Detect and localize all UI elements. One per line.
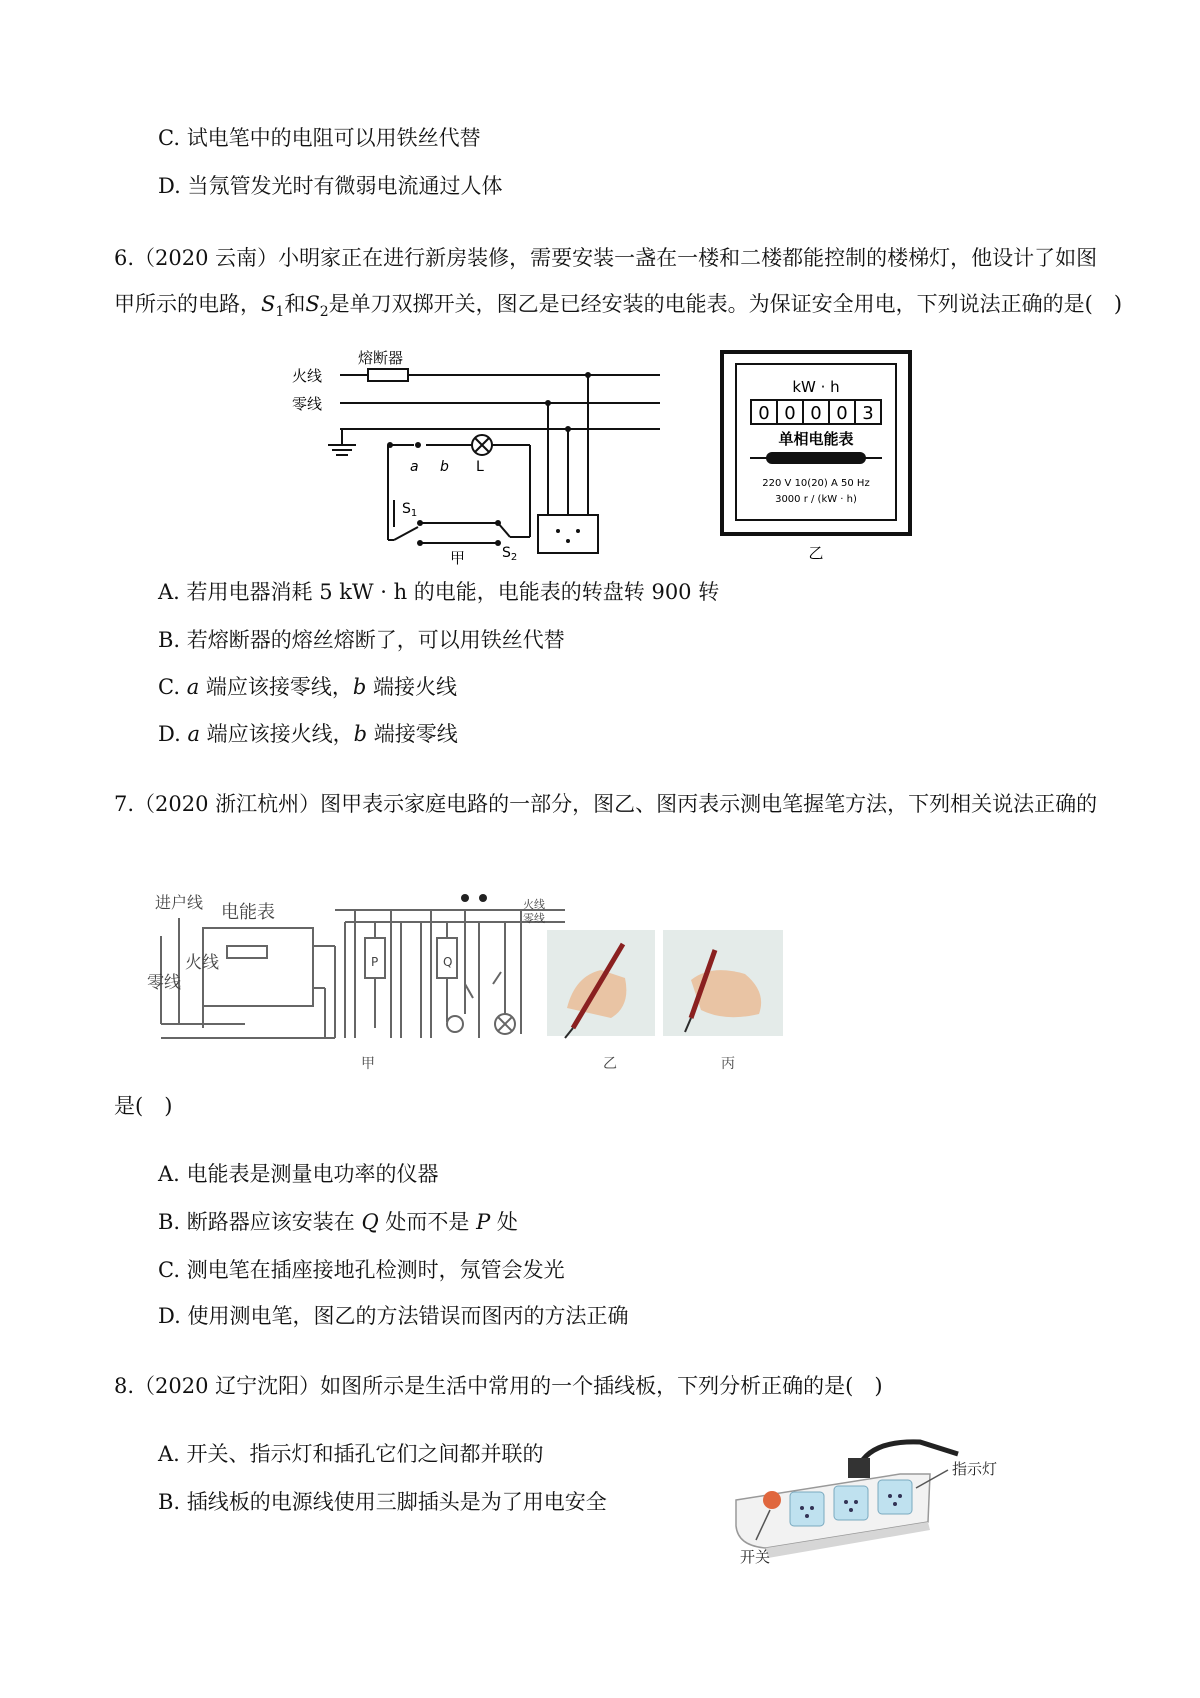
svg-text:kW · h: kW · h xyxy=(792,378,840,396)
socket-icon xyxy=(538,515,598,553)
q7-option-b: B. 断路器应该安装在 Q 处而不是 P 处 xyxy=(158,1210,518,1234)
q6-option-c: C. a 端应该接零线，b 端接火线 xyxy=(158,675,458,699)
outlet-3-icon xyxy=(878,1480,912,1514)
svg-text:220 V 10(20) A 50 Hz: 220 V 10(20) A 50 Hz xyxy=(762,478,870,489)
q6-circuit-figure xyxy=(290,345,670,567)
meter-digit: 0 xyxy=(836,403,848,424)
svg-text:Q: Q xyxy=(443,955,453,969)
q8-option-b: B. 插线板的电源线使用三脚插头是为了用电安全 xyxy=(158,1490,607,1514)
svg-text:乙: 乙 xyxy=(808,544,824,562)
q7-stem-line2: 是( ) xyxy=(114,1094,173,1118)
q6-option-b: B. 若熔断器的熔丝熔断了，可以用铁丝代替 xyxy=(158,628,565,652)
meter-digit: 0 xyxy=(784,403,796,424)
q6-stem-line1: 6.（2020 云南）小明家正在进行新房装修，需要安装一盏在一楼和二楼都能控制的楼梯灯，他设计了如图 xyxy=(114,246,1098,270)
meter-box-icon xyxy=(203,928,313,1006)
svg-text:a: a xyxy=(410,459,419,475)
fuse-icon xyxy=(368,369,408,381)
svg-text:开关: 开关 xyxy=(740,1548,771,1566)
svg-text:丙: 丙 xyxy=(721,1056,735,1072)
socket-icon xyxy=(447,1016,463,1032)
svg-text:进户线: 进户线 xyxy=(155,893,204,912)
meter-digit: 0 xyxy=(758,403,770,424)
meter-digits xyxy=(751,400,881,424)
prev-option-c: C. 试电笔中的电阻可以用铁丝代替 xyxy=(158,126,481,150)
q7-figure xyxy=(147,888,855,1072)
neutral-vertical-label: 零线 xyxy=(147,973,181,993)
outlet-2-icon xyxy=(834,1486,868,1520)
q7-option-a: A. 电能表是测量电功率的仪器 xyxy=(158,1162,439,1186)
svg-text:P: P xyxy=(371,955,379,969)
svg-text:3000 r / (kW · h): 3000 r / (kW · h) xyxy=(775,494,857,505)
power-cord-icon xyxy=(858,1442,958,1468)
svg-text:火线: 火线 xyxy=(523,898,545,911)
q6-energy-meter-figure xyxy=(720,350,915,562)
svg-text:b: b xyxy=(440,459,449,475)
q8-power-strip-figure xyxy=(720,1430,1020,1570)
svg-text:L: L xyxy=(476,459,484,475)
svg-text:指示灯: 指示灯 xyxy=(952,1460,998,1478)
meter-digit: 0 xyxy=(810,403,822,424)
svg-text:乙: 乙 xyxy=(603,1056,617,1072)
svg-text:S1: $S_1$ xyxy=(402,501,418,519)
svg-text:零线: 零线 xyxy=(292,395,323,413)
svg-text:S2: $S_2$ xyxy=(502,545,518,563)
q6-stem-line2: 甲所示的电路，$S_1$和$S_2$是单刀双掷开关，图乙是已经安装的电能表。为保证安全用电，下列说法正确的是( ) xyxy=(114,292,1123,320)
q7-option-d: D. 使用测电笔，图乙的方法错误而图丙的方法正确 xyxy=(158,1304,629,1328)
svg-text:火线: 火线 xyxy=(292,367,323,385)
svg-text:甲: 甲 xyxy=(450,549,466,567)
outlet-1-icon xyxy=(790,1492,824,1526)
q8-stem: 8.（2020 辽宁沈阳）如图所示是生活中常用的一个插线板，下列分析正确的是( ) xyxy=(114,1374,883,1398)
svg-text:熔断器: 熔断器 xyxy=(358,349,404,367)
q6-option-d: D. a 端应该接火线，b 端接零线 xyxy=(158,722,458,746)
svg-text:单相电能表: 单相电能表 xyxy=(778,430,854,448)
live-vertical-label: 火线 xyxy=(185,953,219,973)
q7-stem-line1: 7.（2020 浙江杭州）图甲表示家庭电路的一部分，图乙、图丙表示测电笔握笔方法，下列相关说法正确的 xyxy=(114,792,1098,816)
svg-text:甲: 甲 xyxy=(361,1056,375,1072)
prev-option-d: D. 当氖管发光时有微弱电流通过人体 xyxy=(158,174,503,198)
q8-option-a: A. 开关、指示灯和插孔它们之间都并联的 xyxy=(158,1442,544,1466)
svg-text:零线: 零线 xyxy=(523,912,545,925)
svg-text:电能表: 电能表 xyxy=(221,902,275,923)
meter-digit: 3 xyxy=(862,403,874,424)
q7-option-c: C. 测电笔在插座接地孔检测时，氖管会发光 xyxy=(158,1258,565,1282)
switch-button-icon xyxy=(763,1491,781,1509)
q6-option-a: A. 若用电器消耗 5 kW · h 的电能，电能表的转盘转 900 转 xyxy=(158,580,720,604)
